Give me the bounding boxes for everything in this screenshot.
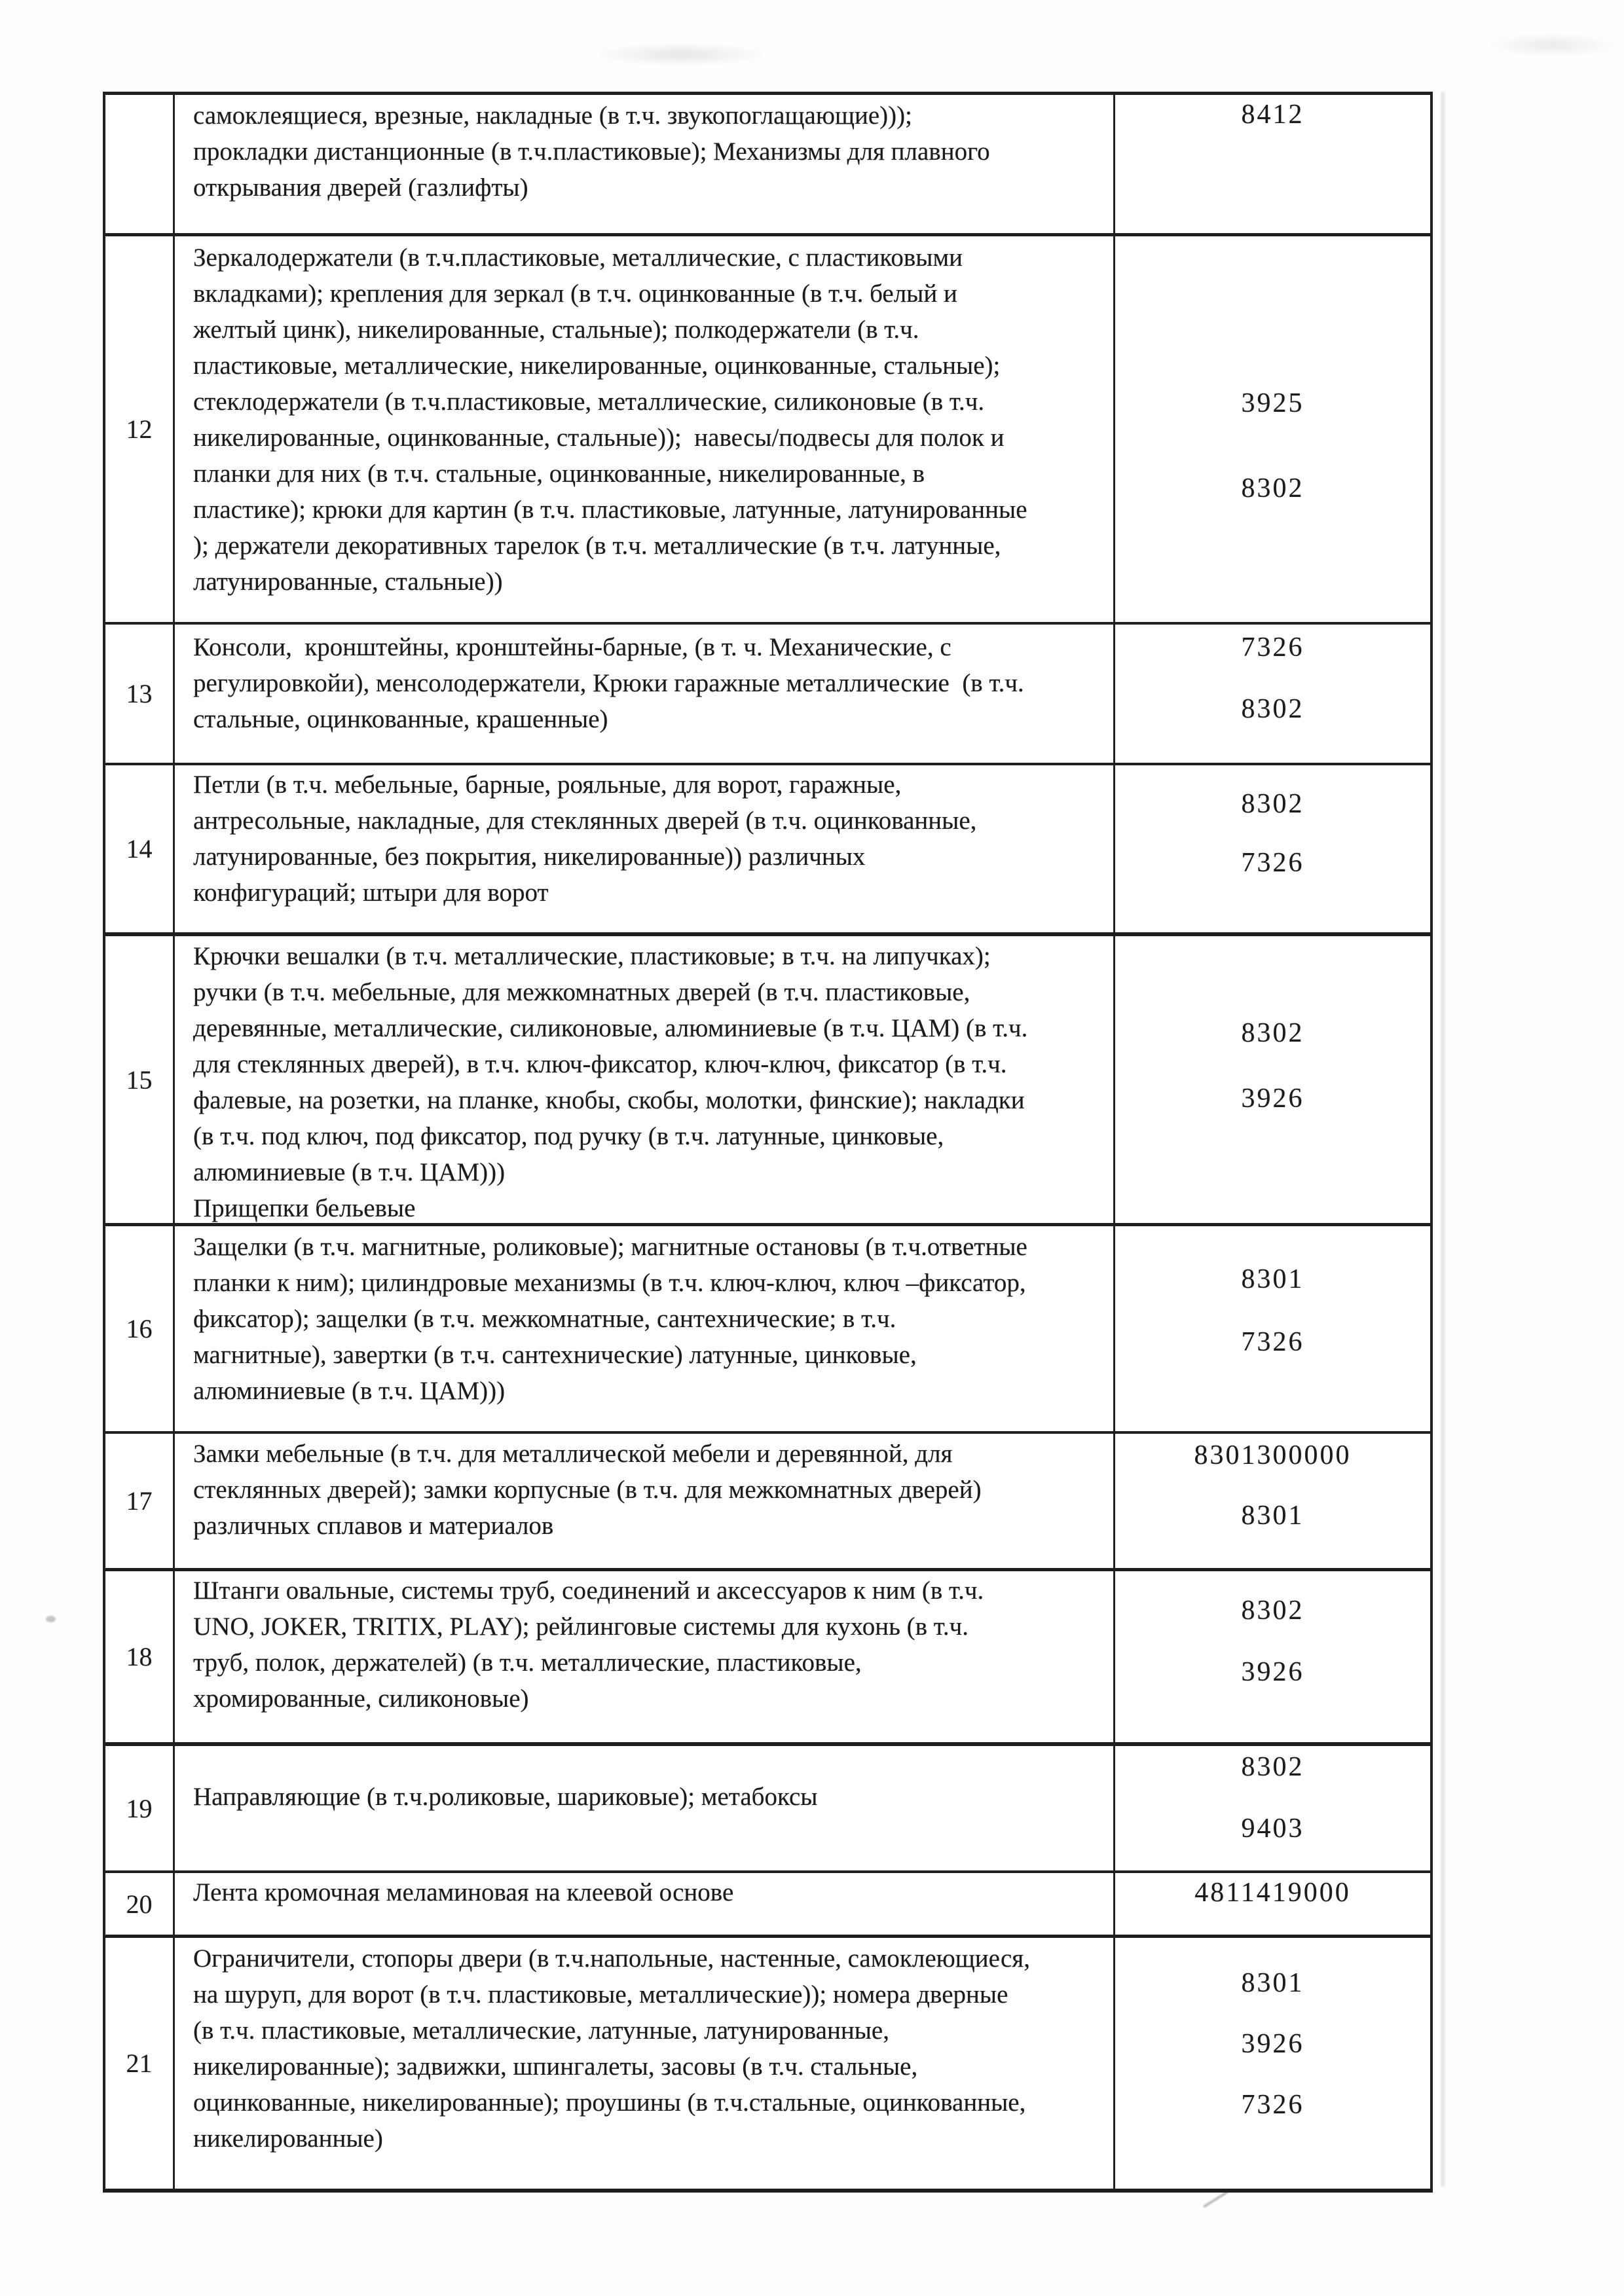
scan-smudge xyxy=(593,43,769,65)
description-line: Прищепки бельевые xyxy=(193,1194,416,1222)
row-number-cell xyxy=(105,625,175,763)
hs-code: 7326 xyxy=(1241,2090,1304,2120)
table-row-15 xyxy=(105,932,1430,1223)
table-row-18 xyxy=(105,1568,1430,1742)
codes-cell xyxy=(1115,95,1430,233)
description-line: Петли (в т.ч. мебельные, барные, рояльные, для ворот, гаражные, xyxy=(193,771,902,799)
scan-speck xyxy=(46,1616,56,1622)
description-line: стальные, оцинкованные, крашенные) xyxy=(193,705,608,733)
description-line: латунированные, без покрытия, никелированные)) различных xyxy=(193,843,866,871)
description-cell xyxy=(175,1226,1115,1431)
description-line: пластике); крюки для картин (в т.ч. пластиковые, латунные, латунированные xyxy=(193,496,1027,524)
description-line: магнитные), завертки (в т.ч. сантехнические) латунные, цинковые, xyxy=(193,1341,917,1369)
description-line: пластиковые, металлические, никелированные, оцинкованные, стальные); xyxy=(193,352,1001,380)
codes-cell xyxy=(1115,625,1430,763)
description-cell xyxy=(175,1434,1115,1568)
row-number-cell xyxy=(105,1746,175,1870)
description-line: ); держатели декоративных тарелок (в т.ч. металлические (в т.ч. латунные, xyxy=(193,532,1001,560)
codes-cell xyxy=(1115,1434,1430,1568)
hs-code: 7326 xyxy=(1241,848,1304,878)
description-line: алюминиевые (в т.ч. ЦАМ))) xyxy=(193,1158,506,1186)
hs-code: 8302 xyxy=(1241,789,1304,819)
row-number-cell xyxy=(105,236,175,622)
description-cell xyxy=(175,95,1115,233)
codes-cell xyxy=(1115,1746,1430,1870)
row-number: 17 xyxy=(126,1486,153,1516)
hs-code: 4811419000 xyxy=(1194,1878,1351,1908)
description-cell xyxy=(175,625,1115,763)
description-line: для стеклянных дверей), в т.ч. ключ-фиксатор, ключ-ключ, фиксатор (в т.ч. xyxy=(193,1050,1007,1078)
table-row-continuation xyxy=(105,95,1430,233)
hs-code: 9403 xyxy=(1241,1813,1304,1844)
codes-cell xyxy=(1115,1226,1430,1431)
description-line: UNO, JOKER, TRITIX, PLAY); рейлинговые системы для кухонь (в т.ч. xyxy=(193,1613,969,1641)
table-row-12 xyxy=(105,233,1430,622)
description-line: различных сплавов и материалов xyxy=(193,1512,554,1540)
row-number-cell xyxy=(105,1873,175,1935)
description-line: никелированные); задвижки, шпингалеты, засовы (в т.ч. стальные, xyxy=(193,2052,918,2081)
description-line: (в т.ч. пластиковые, металлические, латунные, латунированные, xyxy=(193,2016,889,2045)
description-cell xyxy=(175,765,1115,932)
hs-code: 3926 xyxy=(1241,2029,1304,2059)
table-row-16 xyxy=(105,1223,1430,1431)
hs-code: 7326 xyxy=(1241,632,1304,663)
description-line: вкладками); крепления для зеркал (в т.ч. оцинкованные (в т.ч. белый и xyxy=(193,280,957,308)
codes-cell xyxy=(1115,1571,1430,1742)
table-row-13 xyxy=(105,622,1430,763)
hs-code: 3926 xyxy=(1241,1084,1304,1114)
row-number-cell xyxy=(105,1226,175,1431)
description-line: (в т.ч. под ключ, под фиксатор, под ручку (в т.ч. латунные, цинковые, xyxy=(193,1122,944,1150)
description-line: Зеркалодержатели (в т.ч.пластиковые, металлические, с пластиковыми xyxy=(193,244,963,272)
row-number: 20 xyxy=(126,1889,153,1919)
row-number-cell xyxy=(105,95,175,233)
description-line: планки для них (в т.ч. стальные, оцинкованные, никелированные, в xyxy=(193,460,925,488)
table-row-17 xyxy=(105,1431,1430,1568)
description-line: Крючки вешалки (в т.ч. металлические, пластиковые; в т.ч. на липучках); xyxy=(193,942,991,970)
scan-edge-shadow xyxy=(1441,92,1445,2187)
table-row-14 xyxy=(105,763,1430,932)
codes-cell xyxy=(1115,1938,1430,2189)
description-line: Защелки (в т.ч. магнитные, роликовые); магнитные остановы (в т.ч.ответные xyxy=(193,1233,1027,1261)
description-line: фалевые, на розетки, на планке, кнобы, скобы, молотки, финские); накладки xyxy=(193,1086,1025,1114)
description-cell xyxy=(175,1873,1115,1935)
description-line: хромированные, силиконовые) xyxy=(193,1685,529,1713)
description-line: алюминиевые (в т.ч. ЦАМ))) xyxy=(193,1377,506,1405)
description-line: ручки (в т.ч. мебельные, для межкомнатных дверей (в т.ч. пластиковые, xyxy=(193,978,970,1006)
description-line: Лента кромочная меламиновая на клеевой основе xyxy=(193,1878,734,1906)
description-line: антресольные, накладные, для стеклянных дверей (в т.ч. оцинкованные, xyxy=(193,807,977,835)
codes-cell xyxy=(1115,1873,1430,1935)
hs-code: 8302 xyxy=(1241,1752,1304,1782)
hs-code: 8302 xyxy=(1241,694,1304,724)
description-line: на шуруп, для ворот (в т.ч. пластиковые, металлические)); номера дверные xyxy=(193,1980,1008,2009)
row-number-cell xyxy=(105,936,175,1223)
description-line: стеклянных дверей); замки корпусные (в т.ч. для межкомнатных дверей) xyxy=(193,1476,982,1504)
codes-cell xyxy=(1115,236,1430,622)
goods-codes-table xyxy=(103,92,1433,2193)
table-row-21 xyxy=(105,1935,1430,2189)
scan-smudge xyxy=(1486,34,1617,56)
hs-code: 3926 xyxy=(1241,1657,1304,1687)
table-row-19 xyxy=(105,1742,1430,1870)
description-cell xyxy=(175,1938,1115,2189)
description-line: желтый цинк), никелированные, стальные); полкодержатели (в т.ч. xyxy=(193,316,919,344)
row-number: 19 xyxy=(126,1793,153,1823)
description-line: труб, полок, держателей) (в т.ч. металлические, пластиковые, xyxy=(193,1649,862,1677)
row-number: 16 xyxy=(126,1314,153,1343)
description-line: прокладки дистанционные (в т.ч.пластиковые); Механизмы для плавного xyxy=(193,137,990,166)
description-line: открывания дверей (газлифты) xyxy=(193,173,528,202)
row-number-cell xyxy=(105,1938,175,2189)
description-line: Консоли, кронштейны, кронштейны-барные, (в т. ч. Механические, с xyxy=(193,633,951,661)
description-line: Направляющие (в т.ч.роликовые, шариковые); метабоксы xyxy=(193,1783,818,1811)
description-line: никелированные) xyxy=(193,2124,383,2153)
codes-cell xyxy=(1115,765,1430,932)
row-number: 13 xyxy=(126,679,153,708)
hs-code: 8302 xyxy=(1241,1595,1304,1626)
hs-code: 8301300000 xyxy=(1194,1440,1352,1470)
description-line: оцинкованные, никелированные); проушины (в т.ч.стальные, оцинкованные, xyxy=(193,2088,1026,2117)
row-number: 14 xyxy=(126,834,153,864)
table-row-20 xyxy=(105,1870,1430,1935)
description-cell xyxy=(175,936,1115,1223)
description-cell xyxy=(175,1746,1115,1870)
description-cell xyxy=(175,1571,1115,1742)
description-line: регулировкойи), менсолодержатели, Крюки гаражные металлические (в т.ч. xyxy=(193,669,1024,697)
hs-code: 8301 xyxy=(1241,1264,1304,1294)
row-number-cell xyxy=(105,1571,175,1742)
description-line: Замки мебельные (в т.ч. для металлической мебели и деревянной, для xyxy=(193,1440,953,1468)
hs-code: 7326 xyxy=(1241,1327,1304,1357)
description-line: Штанги овальные, системы труб, соединений и аксессуаров к ним (в т.ч. xyxy=(193,1576,984,1605)
hs-code: 8301 xyxy=(1241,1968,1304,1998)
description-line: стеклодержатели (в т.ч.пластиковые, металлические, силиконовые (в т.ч. xyxy=(193,388,985,416)
description-line: деревянные, металлические, силиконовые, алюминиевые (в т.ч. ЦАМ) (в т.ч. xyxy=(193,1014,1028,1042)
row-number: 18 xyxy=(126,1642,153,1671)
row-number-cell xyxy=(105,765,175,932)
description-line: самоклеящиеся, врезные, накладные (в т.ч. звукопоглащающие))); xyxy=(193,101,912,130)
description-line: фиксатор); защелки (в т.ч. межкомнатные, сантехнические; в т.ч. xyxy=(193,1305,896,1333)
row-number: 21 xyxy=(126,2049,153,2078)
row-number: 12 xyxy=(126,414,153,444)
description-cell xyxy=(175,236,1115,622)
description-line: планки к ним); цилиндровые механизмы (в т.ч. ключ-ключ, ключ –фиксатор, xyxy=(193,1269,1026,1297)
codes-cell xyxy=(1115,936,1430,1223)
hs-code: 8302 xyxy=(1241,1018,1304,1048)
hs-code: 8301 xyxy=(1241,1501,1304,1531)
row-number-cell xyxy=(105,1434,175,1568)
description-line: никелированные, оцинкованные, стальные)); навесы/подвесы для полок и xyxy=(193,424,1005,452)
hs-code: 8302 xyxy=(1241,473,1304,503)
hs-code: 3925 xyxy=(1241,388,1304,418)
description-line: Ограничители, стопоры двери (в т.ч.напольные, настенные, самоклеющиеся, xyxy=(193,1944,1030,1973)
description-line: конфигураций; штыри для ворот xyxy=(193,879,549,907)
description-line: латунированные, стальные)) xyxy=(193,568,503,596)
row-number: 15 xyxy=(126,1065,153,1095)
hs-code: 8412 xyxy=(1241,100,1304,130)
